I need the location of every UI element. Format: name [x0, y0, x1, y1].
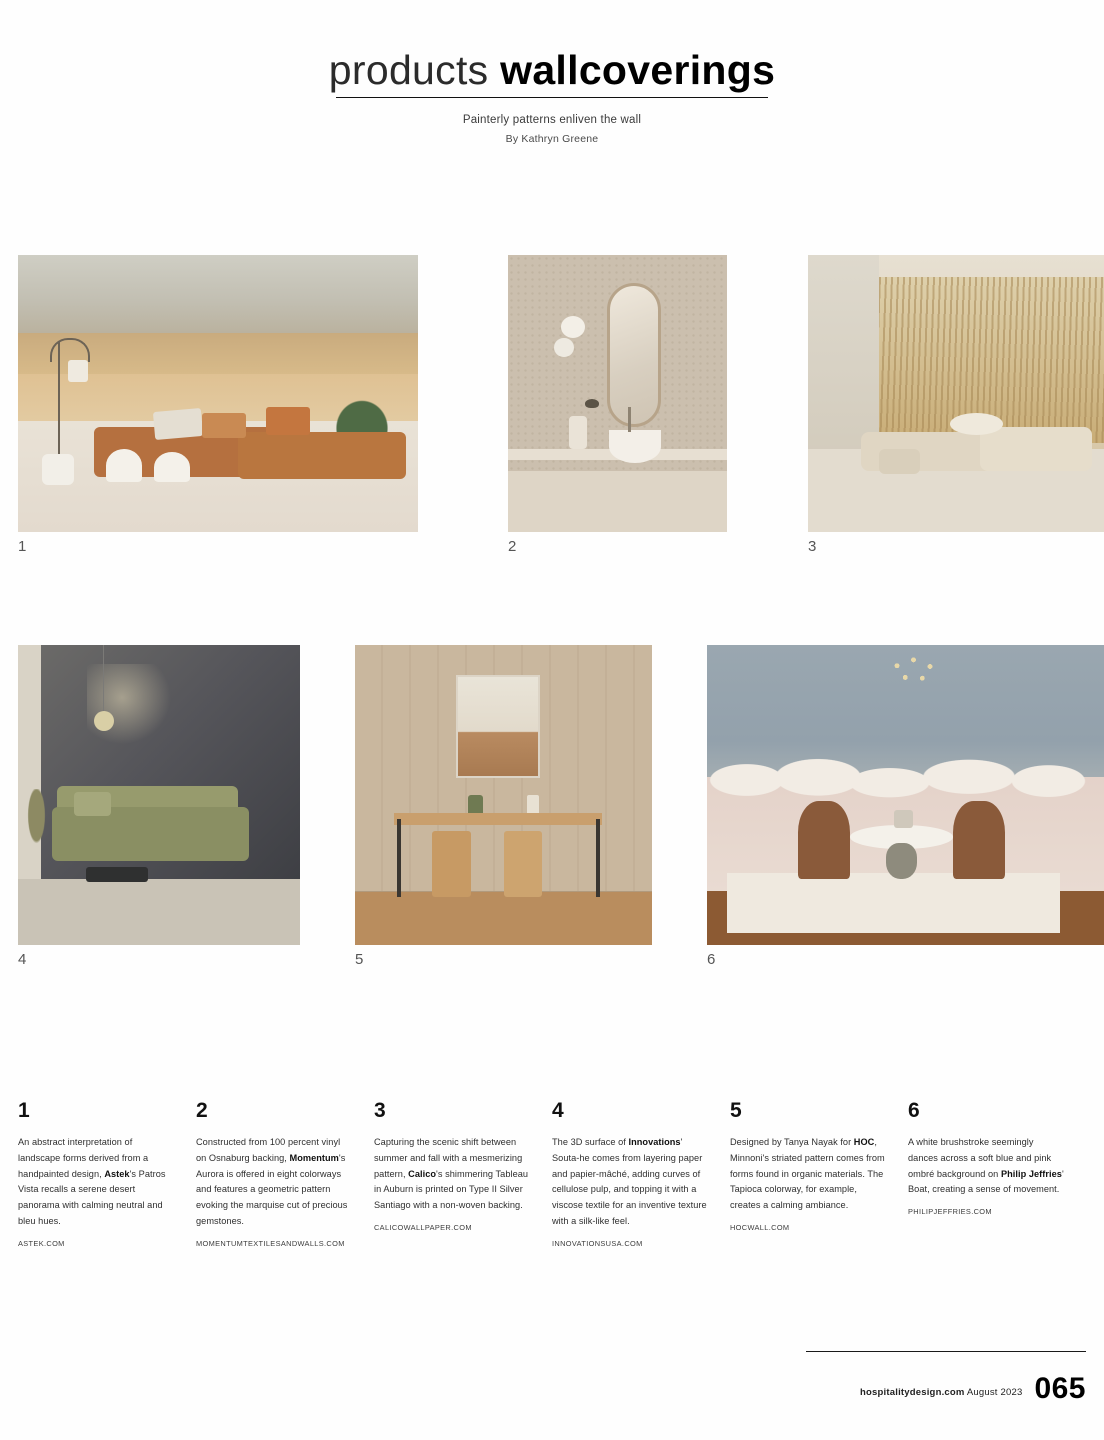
figure-4: [18, 645, 300, 968]
footer-meta: [860, 1387, 1022, 1402]
figure-4-image: [18, 645, 300, 945]
figure-3-image: [808, 255, 1104, 532]
caption-3-number: 3: [374, 1099, 386, 1122]
figure-5-number: 5: [355, 951, 364, 968]
caption-4-number: 4: [552, 1099, 564, 1122]
caption-2-number: 2: [196, 1099, 208, 1122]
figure-3-number: 3: [808, 538, 817, 555]
caption-5-number: 5: [730, 1099, 742, 1122]
figure-1-image: [18, 255, 418, 532]
title-underline: [336, 97, 768, 98]
figure-2-number: 2: [508, 538, 517, 555]
figure-2: [508, 255, 727, 555]
footer-issue: August 2023: [966, 1387, 1023, 1398]
caption-5-text: Designed by Tanya Nayak for HOC, Minnoni's striated pattern comes from forms found in organic materials. The Tapioca colorway, for example, creates a calming ambiance.: [730, 1137, 885, 1211]
page-title-wallcoverings: wallcoverings: [500, 47, 776, 93]
page-footer: [860, 1372, 1086, 1405]
figure-2-image: [508, 255, 727, 532]
caption-columns: [18, 1100, 1086, 1248]
figure-6-number: 6: [707, 951, 716, 968]
figure-1-number: 1: [18, 538, 27, 555]
caption-1-url[interactable]: ASTEK.COM: [18, 1238, 65, 1248]
caption-6-url[interactable]: PHILIPJEFFRIES.COM: [908, 1207, 992, 1217]
caption-3: [374, 1100, 552, 1248]
page-number: 065: [1034, 1372, 1086, 1405]
caption-1: [18, 1100, 196, 1248]
page-title: [0, 48, 1104, 93]
footer-site[interactable]: hospitalitydesign.com: [860, 1387, 965, 1398]
page-header: [0, 48, 1104, 145]
caption-2-url[interactable]: MOMENTUMTEXTILESANDWALLS.COM: [196, 1238, 345, 1248]
caption-6: [908, 1100, 1086, 1248]
caption-4-url[interactable]: INNOVATIONSUSA.COM: [552, 1238, 643, 1248]
caption-6-number: 6: [908, 1099, 920, 1122]
caption-5: [730, 1100, 908, 1248]
caption-1-number: 1: [18, 1099, 30, 1122]
figure-5-image: [355, 645, 652, 945]
caption-3-url[interactable]: CALICOWALLPAPER.COM: [374, 1223, 472, 1233]
caption-3-text: Capturing the scenic shift between summer and fall with a mesmerizing pattern, Calico's shimmering Tableau in Auburn is printed on Type II Silver Santiago with a non-woven backing.: [374, 1137, 529, 1211]
figure-5: [355, 645, 652, 968]
caption-1-text: An abstract interpretation of landscape forms derived from a handpainted design, Astek's Patros Vista recalls a serene desert panorama with calming neutral and bleu hues.: [18, 1137, 166, 1227]
caption-4-text: The 3D surface of Innovations' Souta-he comes from layering paper and papier-mâché, adding curves of cellulose pulp, and topping it with a viscose textile for an inventive texture with a silk-like feel.: [552, 1137, 707, 1227]
caption-5-url[interactable]: HOCWALL.COM: [730, 1223, 790, 1233]
page-subtitle: Painterly patterns enliven the wall: [462, 114, 642, 127]
figure-4-number: 4: [18, 951, 27, 968]
caption-2: [196, 1100, 374, 1248]
page-title-products: products: [328, 47, 489, 93]
caption-2-text: Constructed from 100 percent vinyl on Osnaburg backing, Momentum's Aurora is offered in eight colorways and features a geometric pattern evoking the marquise cut of precious gemstones.: [196, 1137, 348, 1227]
caption-4: [552, 1100, 730, 1248]
figure-3: [808, 255, 1104, 555]
caption-6-text: A white brushstroke seemingly dances across a soft blue and pink ombré background on Philip Jeffries' Boat, creating a sense of movement.: [908, 1137, 1064, 1195]
page-byline: By Kathryn Greene: [505, 133, 599, 146]
figure-6-image: [707, 645, 1104, 945]
figure-1: [18, 255, 418, 555]
footer-rule: [806, 1351, 1086, 1352]
figure-6: [707, 645, 1104, 968]
